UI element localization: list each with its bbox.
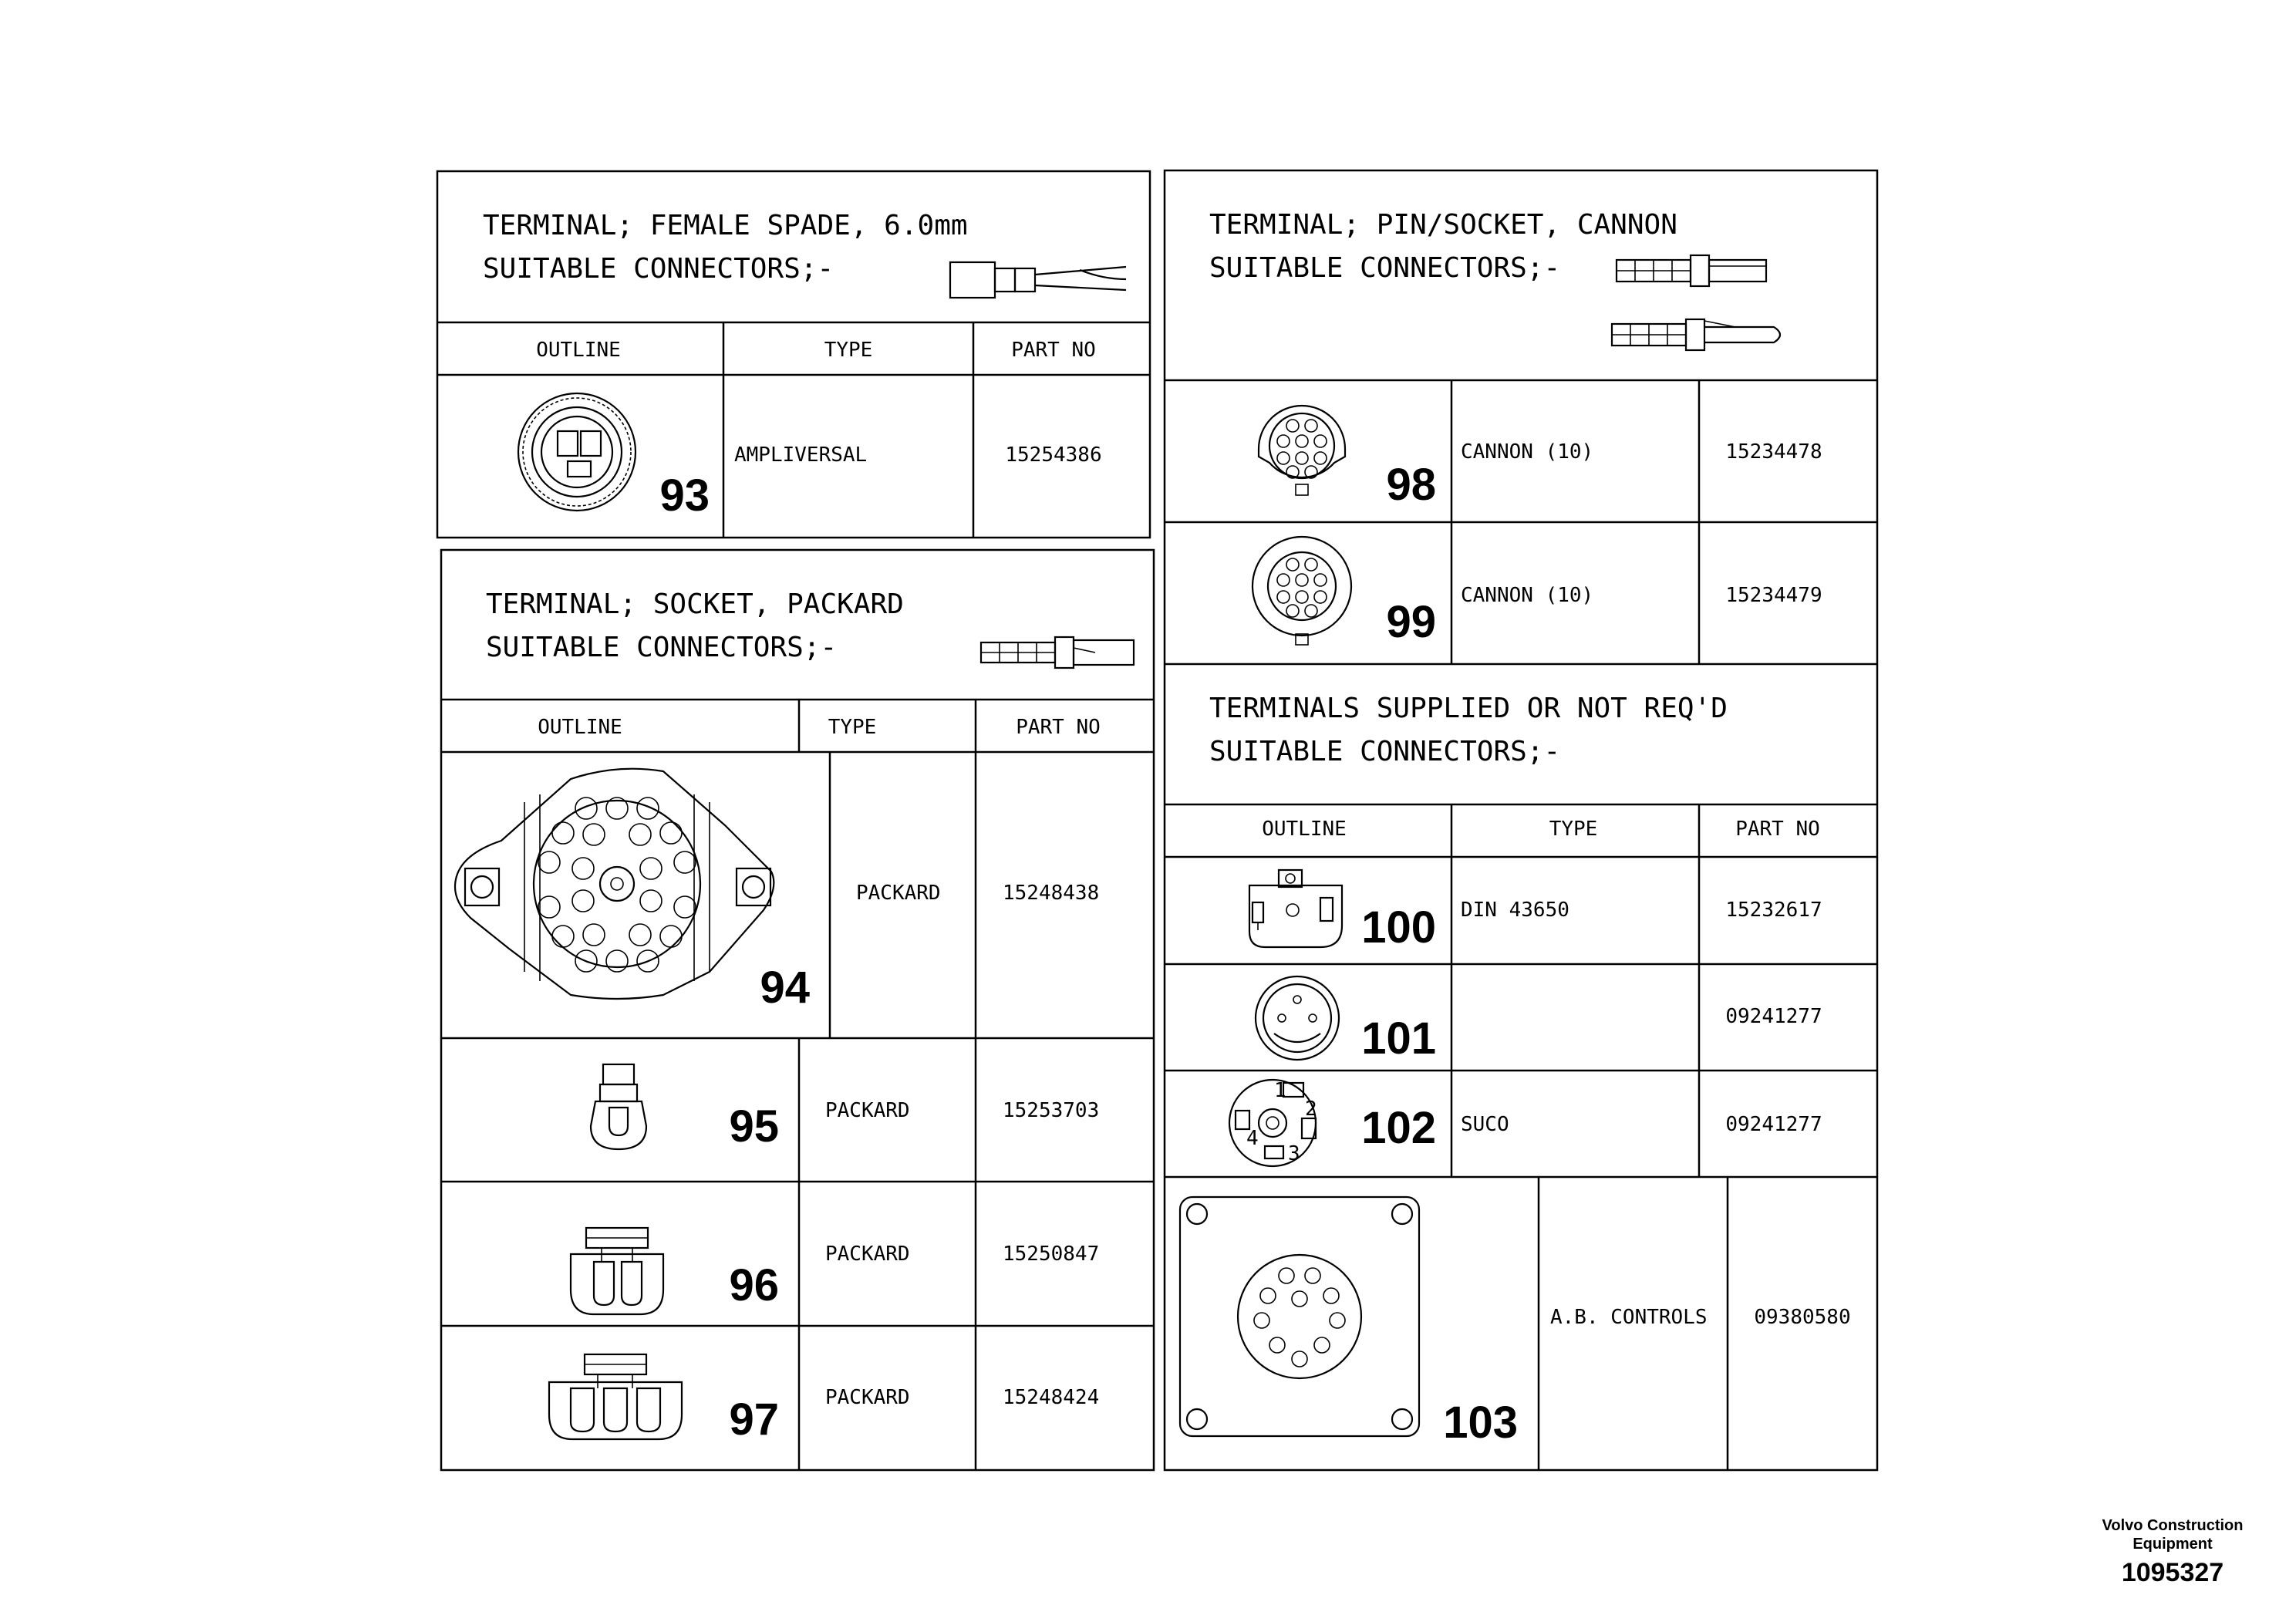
connector-93-outline [518, 393, 636, 511]
part-no-93: 15254386 [1005, 443, 1102, 467]
pin-label-3: 3 [1288, 1142, 1300, 1165]
panel-female-spade [437, 171, 1150, 538]
connector-100-outline [1249, 870, 1342, 947]
type-97: PACKARD [825, 1386, 910, 1409]
connector-95-outline [591, 1064, 646, 1149]
panel1-col-type: TYPE [824, 339, 873, 362]
type-95: PACKARD [825, 1099, 910, 1122]
panel4-heading-line2: SUITABLE CONNECTORS;- [1209, 736, 1561, 767]
panel1-heading-line1: TERMINAL; FEMALE SPADE, 6.0mm [483, 210, 968, 241]
connector-99-outline [1253, 537, 1351, 645]
cannon-socket-terminal-icon [1617, 255, 1766, 286]
item-number-101: 101 [1361, 1013, 1436, 1064]
part-no-96: 15250847 [1003, 1243, 1100, 1266]
brand-line2: Equipment [2132, 1536, 2213, 1553]
item-number-96: 96 [729, 1260, 779, 1310]
connector-101-outline [1256, 976, 1339, 1060]
panel4-col-type: TYPE [1549, 818, 1598, 841]
panel2-col-part-no: PART NO [1016, 716, 1101, 739]
part-no-100: 15232617 [1725, 899, 1822, 922]
document-number: 1095327 [2121, 1558, 2224, 1587]
panel4-col-part-no: PART NO [1735, 818, 1820, 841]
item-number-93: 93 [659, 470, 710, 521]
panel-no-terminals [1165, 693, 1877, 1470]
packard-socket-terminal-icon [981, 637, 1134, 668]
panel1-col-outline: OUTLINE [536, 339, 621, 362]
item-number-102: 102 [1361, 1103, 1436, 1153]
part-no-99: 15234479 [1725, 584, 1822, 607]
part-no-103: 09380580 [1754, 1306, 1851, 1329]
type-100: DIN 43650 [1461, 899, 1569, 922]
part-no-98: 15234478 [1725, 440, 1822, 464]
pin-label-4: 4 [1246, 1127, 1259, 1150]
panel4-col-outline: OUTLINE [1262, 818, 1347, 841]
panel2-col-type: TYPE [828, 716, 877, 739]
panel4-heading-line1: TERMINALS SUPPLIED OR NOT REQ'D [1209, 693, 1728, 724]
part-no-101: 09241277 [1725, 1005, 1822, 1028]
type-102: SUCO [1461, 1113, 1509, 1136]
panel3-heading-line1: TERMINAL; PIN/SOCKET, CANNON [1209, 209, 1677, 241]
part-no-94: 15248438 [1003, 882, 1100, 905]
type-98: CANNON (10) [1461, 440, 1594, 464]
type-103: A.B. CONTROLS [1550, 1306, 1708, 1329]
panel2-col-outline: OUTLINE [538, 716, 622, 739]
brand-line1: Volvo Construction [2102, 1517, 2244, 1534]
item-number-94: 94 [760, 963, 810, 1013]
item-number-95: 95 [729, 1101, 779, 1152]
part-no-95: 15253703 [1003, 1099, 1100, 1122]
panel-packard [441, 550, 1154, 1470]
cannon-pin-terminal-icon [1612, 319, 1780, 350]
type-93: AMPLIVERSAL [734, 443, 868, 467]
connector-103-outline [1180, 1197, 1419, 1436]
panel2-heading-line2: SUITABLE CONNECTORS;- [486, 632, 838, 663]
panel3-heading-line2: SUITABLE CONNECTORS;- [1209, 252, 1561, 284]
item-number-103: 103 [1443, 1398, 1518, 1448]
female-spade-terminal-icon [950, 262, 1126, 298]
part-no-102: 09241277 [1725, 1113, 1822, 1136]
panel1-col-part-no: PART NO [1011, 339, 1096, 362]
connector-96-outline [571, 1228, 663, 1314]
item-number-100: 100 [1361, 902, 1436, 953]
connector-102-outline [1229, 1079, 1317, 1166]
connector-98-outline [1259, 406, 1345, 495]
panel1-heading-line2: SUITABLE CONNECTORS;- [483, 253, 834, 285]
connector-97-outline [549, 1354, 682, 1439]
pin-label-1: 1 [1274, 1079, 1286, 1102]
type-99: CANNON (10) [1461, 584, 1594, 607]
connector-94-outline [455, 769, 774, 999]
item-number-99: 99 [1386, 597, 1436, 647]
item-number-97: 97 [729, 1394, 779, 1445]
type-96: PACKARD [825, 1243, 910, 1266]
panel2-heading-line1: TERMINAL; SOCKET, PACKARD [486, 588, 904, 620]
item-number-98: 98 [1386, 460, 1436, 510]
type-94: PACKARD [856, 882, 941, 905]
pin-label-2: 2 [1305, 1098, 1317, 1121]
footer [2102, 1517, 2244, 1587]
part-no-97: 15248424 [1003, 1386, 1100, 1409]
